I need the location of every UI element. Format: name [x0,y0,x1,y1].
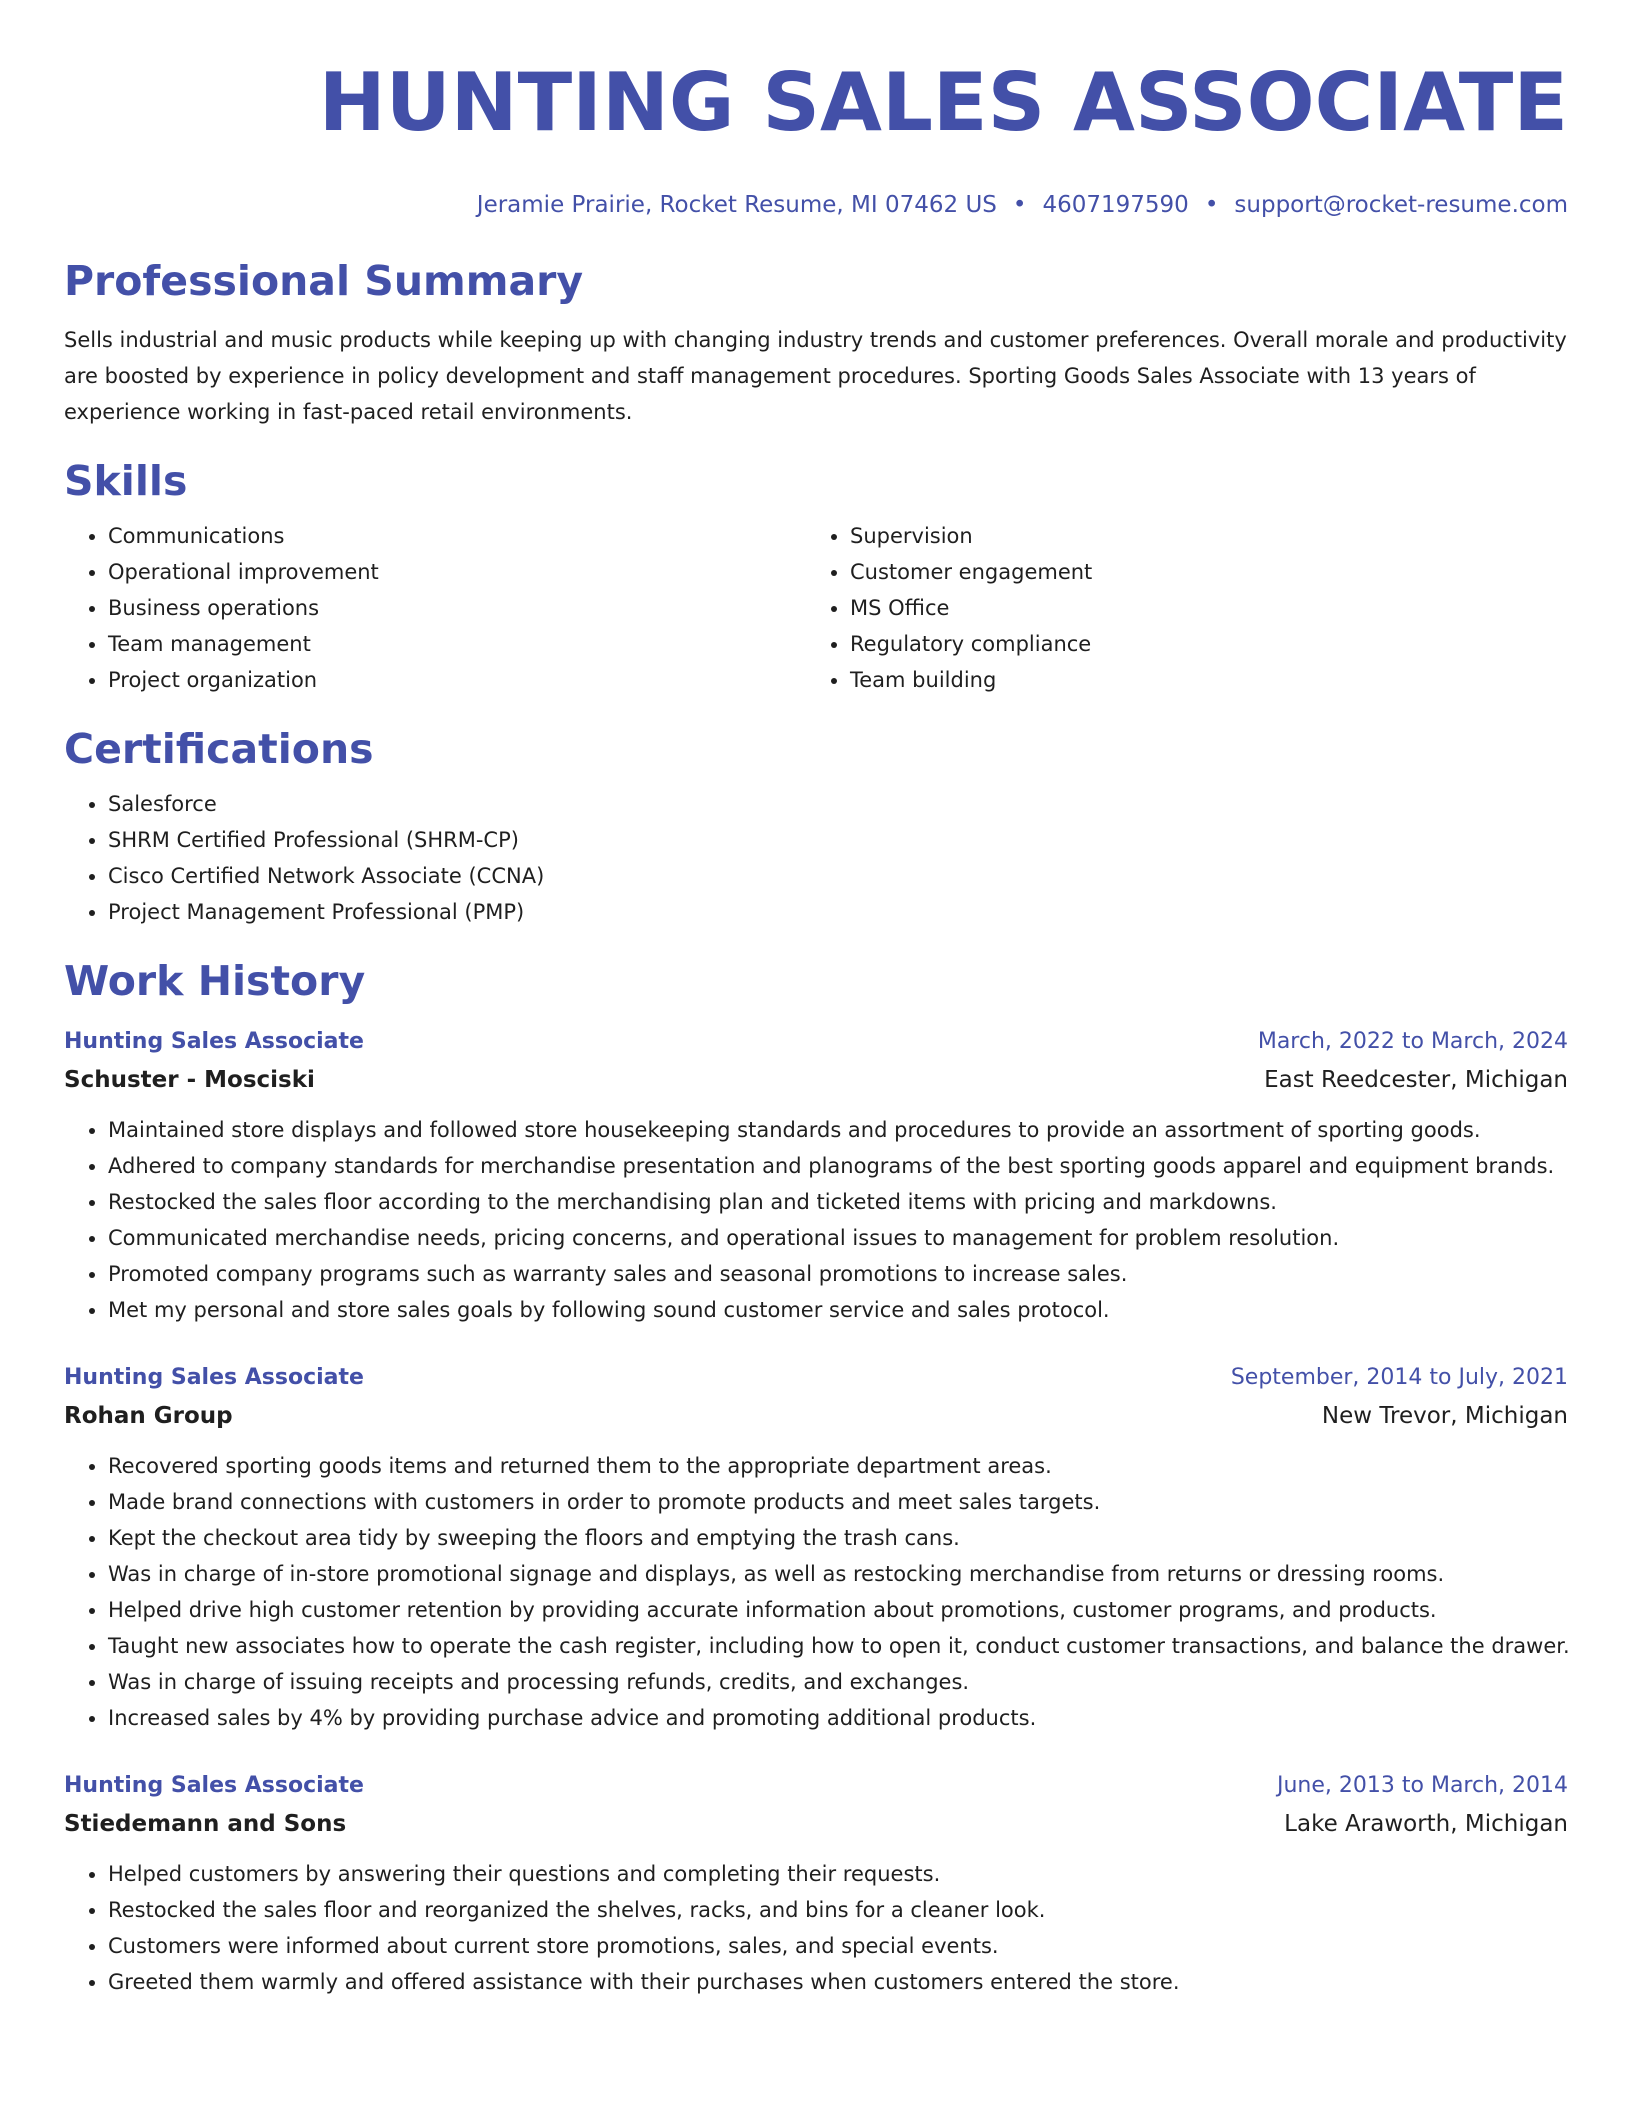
section-title-work-history: Work History [64,957,366,1005]
skill-item: • MS Office [850,590,1548,626]
skills-grid [64,518,1568,698]
skill-item: • Regulatory compliance [850,626,1548,662]
job-bullet: • Adhered to company standards for merchandise presentation and planograms of the best sporting goods apparel and equipment brands. [108,1148,1568,1184]
section-title-certifications: Certifications [64,725,374,773]
job-bullet: • Helped customers by answering their questions and completing their requests. [108,1856,1568,1892]
summary-text: Sells industrial and music products while keeping up with changing industry trends and customer preferences. Overall morale and productivity are boosted by experience in policy development and staff management procedures. Sporting Goods Sales Associate with 13 years of experience working in fast-paced retail environments. [64,328,1567,424]
job-header-row [64,1768,1568,1804]
job-bullet: • Helped drive high customer retention by providing accurate information about promotions, customer programs, and products. [108,1592,1568,1628]
contact-line [64,190,1568,220]
job-entry [64,1768,1568,2000]
job-bullet: • Met my personal and store sales goals by following sound customer service and sales protocol. [108,1292,1568,1328]
job-company: Schuster - Mosciski [64,1067,315,1093]
job-bullet: • Customers were informed about current store promotions, sales, and special events. [108,1928,1568,1964]
resume-title: HUNTING SALES ASSOCIATE [318,56,1568,149]
contact-phone: 4607197590 [1042,192,1189,218]
job-bullet: • Was in charge of issuing receipts and processing refunds, credits, and exchanges. [108,1664,1568,1700]
job-header-row [64,1360,1568,1396]
job-company-row [64,1060,1568,1100]
job-bullet: • Taught new associates how to operate the cash register, including how to open it, conduct customer transactions, and balance the drawer. [108,1628,1568,1664]
certification-item: • Cisco Certified Network Associate (CCNA) [108,858,1568,894]
job-bullets [64,1856,1568,2000]
contact-address: Jeramie Prairie, Rocket Resume, MI 07462 US [476,192,997,218]
skill-item: • Team building [850,662,1548,698]
skill-item: • Supervision [850,518,1548,554]
job-bullet: • Was in charge of in-store promotional signage and displays, as well as restocking merchandise from returns or dressing rooms. [108,1556,1568,1592]
job-entry [64,1024,1568,1328]
job-bullets [64,1112,1568,1328]
job-bullet: • Increased sales by 4% by providing purchase advice and promoting additional products. [108,1700,1568,1736]
certification-item: • Salesforce [108,786,1568,822]
job-bullets [64,1448,1568,1736]
certifications-list [64,786,1568,930]
skill-item: • Business operations [108,590,806,626]
job-bullet: • Communicated merchandise needs, pricing concerns, and operational issues to management for problem resolution. [108,1220,1568,1256]
job-bullet: • Kept the checkout area tidy by sweeping the floors and emptying the trash cans. [108,1520,1568,1556]
skills-column-left [64,518,806,698]
skill-item: • Project organization [108,662,806,698]
job-location: Lake Araworth, Michigan [1284,1811,1568,1837]
certification-item: • Project Management Professional (PMP) [108,894,1568,930]
job-title: Hunting Sales Associate [64,1029,364,1054]
job-bullet: • Recovered sporting goods items and returned them to the appropriate department areas. [108,1448,1568,1484]
job-header-row [64,1024,1568,1060]
job-bullet: • Restocked the sales floor and reorganized the shelves, racks, and bins for a cleaner look. [108,1892,1568,1928]
job-bullet: • Made brand connections with customers in order to promote products and meet sales targets. [108,1484,1568,1520]
job-dates: March, 2022 to March, 2024 [1257,1029,1568,1054]
job-bullet: • Greeted them warmly and offered assistance with their purchases when customers entered the store. [108,1964,1568,2000]
skills-list-left [64,518,806,698]
job-location: New Trevor, Michigan [1321,1403,1568,1429]
skills-list-right [806,518,1548,698]
job-location: East Reedcester, Michigan [1264,1067,1568,1093]
job-title: Hunting Sales Associate [64,1365,364,1390]
job-company-row [64,1396,1568,1436]
skill-item: • Communications [108,518,806,554]
contact-separator: • [1204,192,1219,218]
job-company: Rohan Group [64,1403,233,1429]
job-bullet: • Restocked the sales floor according to the merchandising plan and ticketed items with pricing and markdowns. [108,1184,1568,1220]
job-entry [64,1360,1568,1736]
skill-item: • Team management [108,626,806,662]
resume-page [64,0,1568,2000]
section-title-summary: Professional Summary [64,257,584,305]
skill-item: • Customer engagement [850,554,1548,590]
contact-separator: • [1012,192,1027,218]
skill-item: • Operational improvement [108,554,806,590]
job-bullet: • Promoted company programs such as warranty sales and seasonal promotions to increase sales. [108,1256,1568,1292]
job-dates: September, 2014 to July, 2021 [1230,1365,1568,1390]
skills-column-right [806,518,1548,698]
job-company: Stiedemann and Sons [64,1811,347,1837]
contact-email[interactable]: support@rocket-resume.com [1234,192,1568,218]
job-company-row [64,1804,1568,1844]
section-title-skills: Skills [64,457,188,505]
certification-item: • SHRM Certified Professional (SHRM-CP) [108,822,1568,858]
job-dates: June, 2013 to March, 2014 [1277,1773,1568,1798]
job-bullet: • Maintained store displays and followed store housekeeping standards and procedures to provide an assortment of sporting goods. [108,1112,1568,1148]
job-title: Hunting Sales Associate [64,1773,364,1798]
